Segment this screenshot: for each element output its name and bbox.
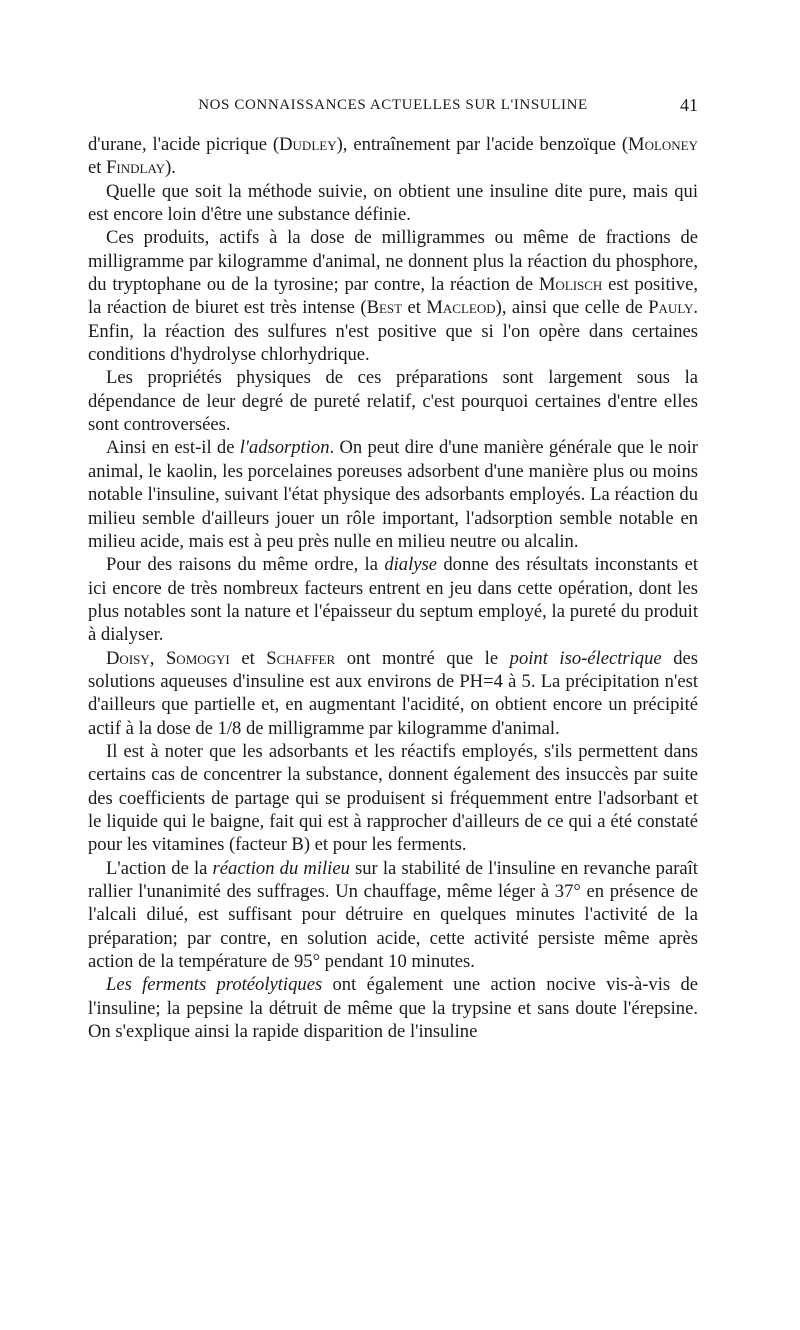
author-name: Molisch [538, 274, 603, 296]
text-segment: est positive, la réaction de biuret est très intense ( [88, 274, 698, 319]
author-name: Schaffer [266, 647, 336, 669]
paragraph [88, 180, 698, 227]
author-name: Macleod [426, 297, 496, 319]
author-name: Somogyi [165, 647, 230, 669]
paragraph [88, 647, 698, 740]
text-segment: . On peut dire d'une manière générale que le noir animal, le kaolin, les porcelaines poreuses adsorbent d'une manière plus ou moins notable l'insuline, suivant l'état physique des adsorbants employés. La réaction du milieu semble d'ailleurs jouer un rôle important, l'adsorption semble notable en milieu acide, mais est à peu près nulle en milieu neutre ou alcalin. [88, 437, 698, 552]
emphasized-term: réaction du milieu [212, 857, 350, 879]
text-segment: ). [165, 157, 176, 179]
text-segment: ), entraînement par l'acide benzoïque ( [336, 134, 629, 155]
paragraph [88, 366, 698, 436]
paragraph [88, 133, 698, 180]
text-segment: Pour des raisons du même ordre, la [106, 554, 385, 576]
paragraph [88, 226, 698, 366]
text-segment: Quelle que soit la méthode suivie, on obtient une insuline dite pure, mais qui est encore loin d'être une substance définie. [88, 180, 698, 226]
text-segment: et [229, 647, 267, 669]
text-segment: ont montré que le [335, 647, 510, 669]
emphasized-term: dialyse [384, 554, 437, 576]
text-segment: des solutions aqueuses d'insuline est aux environs de PH=4 à 5. La précipitation n'est d'ailleurs que partielle et, en augmentant l'acidité, on obtient encore un précipité actif à la dose de 1/8 de milligramme par kilogramme d'animal. [88, 647, 698, 739]
text-segment: . Enfin, la réaction des sulfures n'est positive que si l'on opère dans certaines conditions d'hydrolyse chlorhydrique. [88, 297, 699, 366]
paragraph [88, 973, 698, 1043]
paragraph [88, 553, 698, 646]
text-segment: donne des résultats inconstants et ici encore de très nombreux facteurs entrent en jeu dans cette opération, dont les plus notables sont la nature et l'épaisseur du septum employé, la pureté du produit à dialyser. [88, 554, 698, 646]
emphasized-term: Les ferments protéolytiques [106, 974, 323, 996]
text-segment: d'urane, l'acide picrique ( [88, 134, 280, 155]
running-head [88, 95, 698, 119]
paragraph [88, 857, 698, 974]
author-name: Dudley [279, 134, 337, 155]
author-name: Pauly [648, 297, 694, 319]
text-segment: Ces produits, actifs à la dose de milligrammes ou même de fractions de milligramme par kilogramme d'animal, ne donnent plus la réaction du phosphore, du tryptophane ou de la tyrosine; par contre, la réaction de [88, 227, 698, 296]
text-segment: et [88, 157, 107, 179]
text-segment: L'action de la [106, 857, 213, 879]
text-segment: Il est à noter que les adsorbants et les réactifs employés, s'ils permettent dans certains cas de concentrer la substance, donnent également des insuccès par suite des coefficients de partage qui se produisent si fréquemment entre l'adsorbant et le liquide qui le baigne, fait qui est à rapprocher d'ailleurs de ce qui a été constaté pour les vitamines (facteur B) et pour les ferments. [88, 740, 698, 856]
emphasized-term: point iso-électrique [509, 647, 662, 669]
text-segment: ont également une action nocive vis-à-vis de l'insuline; la pepsine la détruit de même que la trypsine et sans doute l'érepsine. On s'explique ainsi la rapide disparition de l'insuline [88, 974, 698, 1043]
paragraph [88, 740, 698, 857]
emphasized-term: l'adsorption [239, 437, 330, 459]
text-segment: , [149, 647, 166, 669]
text-segment: sur la stabilité de l'insuline en revanche paraît rallier l'unanimité des suffrages. Un chauffage, même léger à 37° en présence de l'alcali dilué, est suffisant pour détruire en quelques minutes l'activité de la préparation; par contre, en solution acide, cette activité persiste même après action de la température de 95° pendant 10 minutes. [88, 857, 698, 973]
author-name: Doisy [106, 647, 150, 669]
page-number: 41 [680, 95, 698, 115]
body-text [88, 133, 698, 1043]
text-segment: Les propriétés physiques de ces préparations sont largement sous la dépendance de leur degré de pureté relatif, c'est pourquoi certaines d'entre elles sont controversées. [88, 367, 698, 436]
text-segment: Ainsi en est-il de [106, 437, 240, 459]
text-segment: et [402, 297, 427, 319]
author-name: Findlay [106, 157, 166, 179]
author-name: Moloney [628, 134, 698, 155]
paragraph [88, 436, 698, 553]
author-name: Best [366, 297, 403, 319]
running-title: NOS CONNAISSANCES ACTUELLES SUR L'INSULINE [198, 97, 588, 113]
text-segment: ), ainsi que celle de [495, 297, 649, 319]
